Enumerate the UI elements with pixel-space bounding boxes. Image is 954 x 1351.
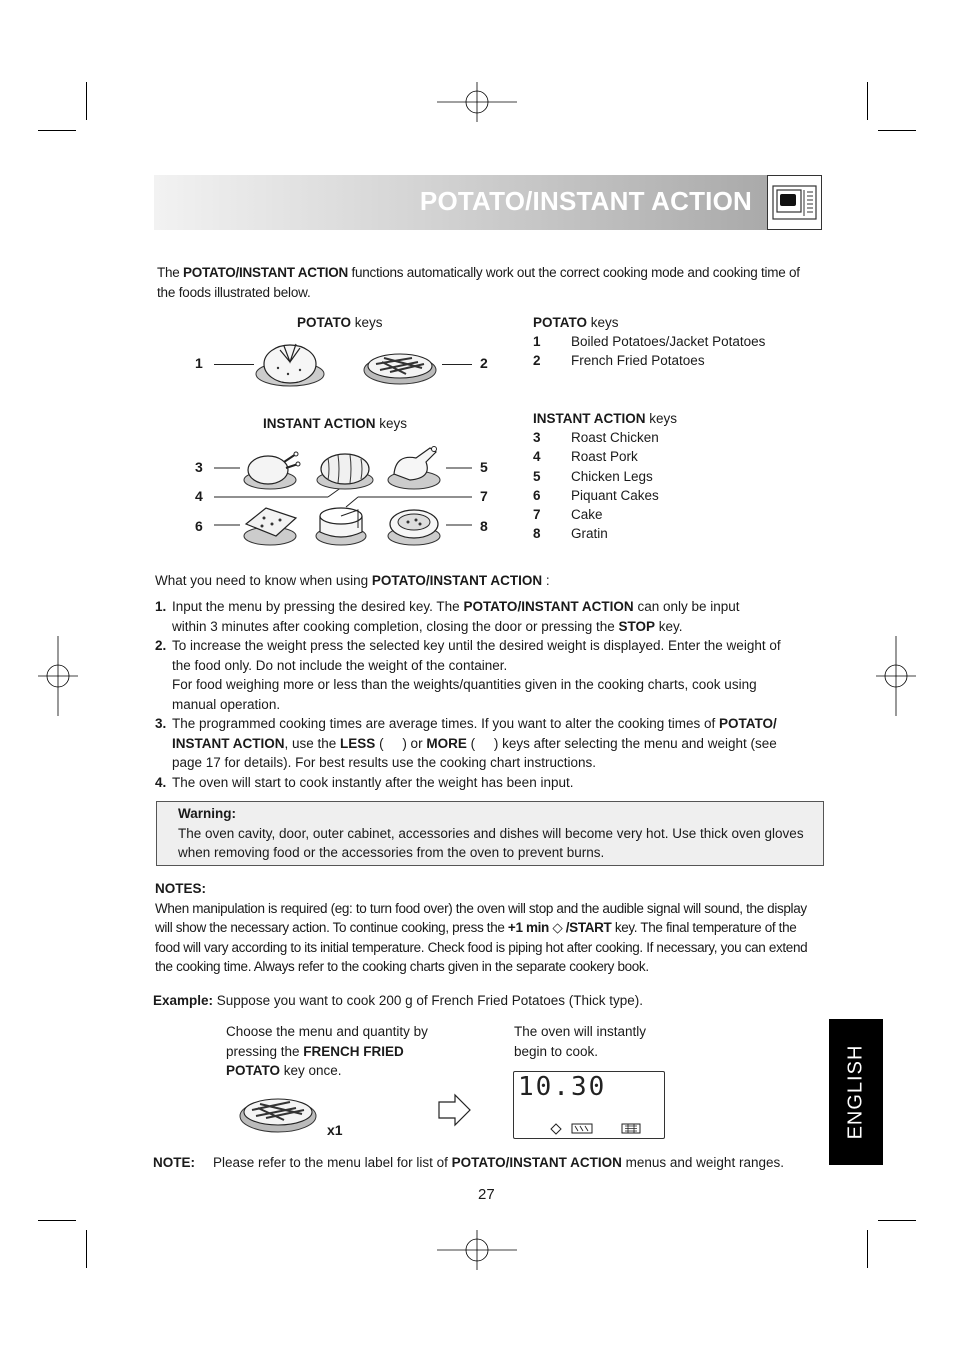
intro-text: functions automatically work out the correct cooking mode and cooking time of [348,265,800,280]
legend-num: 8 [533,526,541,541]
language-tab-label: ENGLISH [844,1044,867,1140]
step-line [172,597,830,617]
step-number: 1. [155,599,167,614]
display-indicators [550,1123,646,1135]
step-line: manual operation. [172,696,281,712]
example-text: key once. [280,1063,342,1078]
legend-num: 1 [533,334,541,349]
footnote [153,1153,784,1173]
registration-mark-left [38,636,78,716]
diagram-number: 3 [195,459,203,475]
step-bold: POTATO/ [719,716,777,731]
piquant-cakes-icon [242,502,300,546]
legend-label: Piquant Cakes [571,488,659,503]
step-line: For food weighing more or less than the weights/quantities given in the cooking charts, cook using [172,677,757,692]
heading-text: keys [351,315,383,330]
step-line: To increase the weight press the selected key until the desired weight is displayed. Enter the weight of [172,638,781,653]
step-2 [155,636,830,714]
oven-display [513,1071,665,1139]
potato-keys-heading [297,313,383,333]
registration-mark-right [876,636,916,716]
example-bold: Example: [153,993,214,1008]
step-text: Input the menu by pressing the desired key. The [172,599,464,614]
example-text: pressing the [226,1043,304,1059]
intro-bold: POTATO/INSTANT ACTION [183,265,349,280]
notes-line [155,918,830,938]
legend-num: 5 [533,469,541,484]
intro-paragraph [157,263,827,302]
header-bar [154,175,822,230]
legend-instant-heading [533,409,677,429]
page-number: 27 [478,1186,495,1203]
step-3 [155,714,830,773]
diagram-number: 5 [480,459,488,475]
example-left-line [226,1061,428,1081]
warning-box [156,801,824,866]
french-fries-icon [362,344,438,388]
crop-mark [38,130,76,131]
warning-line: The oven cavity, door, outer cabinet, accessories and dishes will become very hot. Use thick oven gloves [178,825,804,841]
notes-bold: +1 min ◇ /START [507,920,612,935]
know-text: : [542,573,550,588]
heading-bold: INSTANT ACTION [533,411,646,426]
crop-mark [86,1230,87,1268]
legend-potato-heading [533,313,619,333]
jacket-potato-icon [254,340,326,388]
notes-line: the cooking time. Always refer to the cooking charts given in the separate cookery book. [155,959,649,974]
crop-mark [878,1220,916,1221]
crop-mark [38,1220,76,1221]
step-line [172,714,830,734]
microwave-icon [767,175,822,230]
legend-label: French Fried Potatoes [571,353,705,368]
page-title: POTATO/INSTANT ACTION [419,186,752,216]
legend-label: Roast Chicken [571,430,659,445]
heading-text: keys [375,416,408,431]
legend-label: Gratin [571,526,608,541]
display-readout: 10.30 [518,1072,607,1102]
leader-line [214,364,254,365]
warning-line: when removing food or the accessories from the oven to prevent burns. [178,845,605,860]
example-line [153,991,643,1011]
step-bold: MORE [426,735,467,751]
legend-num: 7 [533,507,541,522]
example-right-line: begin to cook. [514,1043,599,1059]
heading-text: keys [645,411,678,426]
know-text: What you need to know when using [155,573,372,588]
footnote-bold: POTATO/INSTANT ACTION [451,1155,622,1170]
step-text: can only be input [633,599,740,614]
step-bold: STOP [618,618,656,634]
step-text: The programmed cooking times are average times. If you want to alter the cooking times of [172,716,720,731]
chicken-legs-icon [386,444,448,490]
gratin-icon [386,500,444,546]
registration-mark-top [437,82,517,122]
example-right-line: The oven will instantly [514,1024,647,1039]
diagram-number: 8 [480,518,488,534]
legend-num: 6 [533,488,541,503]
footnote-text: Please refer to the menu label for list of [213,1155,452,1170]
crop-mark [86,82,87,120]
crop-mark [867,1230,868,1268]
intro-line-1 [157,263,827,283]
step-line [172,617,830,637]
heading-bold: INSTANT ACTION [263,416,376,431]
heading-text: keys [587,315,619,330]
step-number: 2. [155,638,167,653]
steps-list [155,597,830,792]
footnote-bold: NOTE: [153,1155,195,1170]
crop-mark [878,130,916,131]
step-text: , use the [284,735,341,751]
notes-line: When manipulation is required (eg: to turn food over) the oven will stop and the audible signal will sound, the display [155,900,807,916]
intro-line-2: the foods illustrated below. [157,284,311,300]
leader-line [442,364,472,365]
know-heading [155,571,550,591]
step-text: ( ) or [375,735,427,751]
legend-num: 2 [533,353,541,368]
notes-text: will show the necessary action. To continue cooking, press the [155,920,508,935]
legend-num: 4 [533,449,541,464]
warning-title: Warning: [178,806,236,821]
intro-text: The [157,265,184,280]
legend-label: Cake [571,507,603,522]
language-tab [829,1019,883,1165]
step-text: key. [655,618,683,634]
footnote-text: menus and weight ranges. [621,1155,784,1170]
diagram-number: 7 [480,488,488,504]
roast-pork-icon [314,448,376,490]
step-4 [155,773,830,793]
crop-mark [867,82,868,120]
roast-chicken-icon [242,446,302,490]
example-text: Suppose you want to cook 200 g of French Fried Potatoes (Thick type). [213,993,644,1008]
legend-label: Chicken Legs [571,469,653,484]
step-line: the food only. Do not include the weight of the container. [172,657,508,673]
diagram-number: 2 [480,355,488,371]
arrow-right-icon [437,1093,473,1127]
know-bold: POTATO/INSTANT ACTION [371,573,543,588]
step-line: The oven will start to cook instantly after the weight has been input. [172,774,574,790]
instant-keys-heading [263,414,407,434]
heading-bold: POTATO [297,315,351,330]
diagram-number: 1 [195,355,203,371]
times-label: x1 [327,1122,343,1138]
step-bold: INSTANT ACTION [172,735,285,751]
step-bold: POTATO/INSTANT ACTION [463,599,634,614]
step-bold: LESS [340,735,376,751]
step-number: 4. [155,774,167,790]
french-fries-key-icon [238,1088,318,1136]
notes-text: key. The final temperature of the [611,920,797,935]
registration-mark-bottom [437,1230,517,1270]
example-left-line: Choose the menu and quantity by [226,1024,428,1039]
legend-label: Boiled Potatoes/Jacket Potatoes [571,334,766,349]
step-line [172,734,830,754]
legend-num: 3 [533,430,541,445]
step-text: within 3 minutes after cooking completion, closing the door or pressing the [172,618,619,634]
step-number: 3. [155,716,167,731]
example-left-text [226,1022,428,1081]
notes-title: NOTES: [155,881,207,896]
legend-label: Roast Pork [571,449,638,464]
step-line: page 17 for details). For best results use the cooking chart instructions. [172,755,596,770]
step-1 [155,597,830,636]
diagram-number: 4 [195,488,203,504]
heading-bold: POTATO [533,315,587,330]
diagram-number: 6 [195,518,203,534]
notes-line: food will vary according to its initial temperature. Check food is piping hot after cooking. If necessary, you can extend [155,939,808,955]
example-bold: POTATO [226,1063,280,1078]
cake-icon [314,500,368,546]
example-left-line [226,1042,428,1062]
example-right-text [514,1022,646,1061]
notes-section [155,879,830,977]
example-bold: FRENCH FRIED [303,1043,404,1059]
step-text: ( ) keys after selecting the menu and weight (see [466,735,777,751]
